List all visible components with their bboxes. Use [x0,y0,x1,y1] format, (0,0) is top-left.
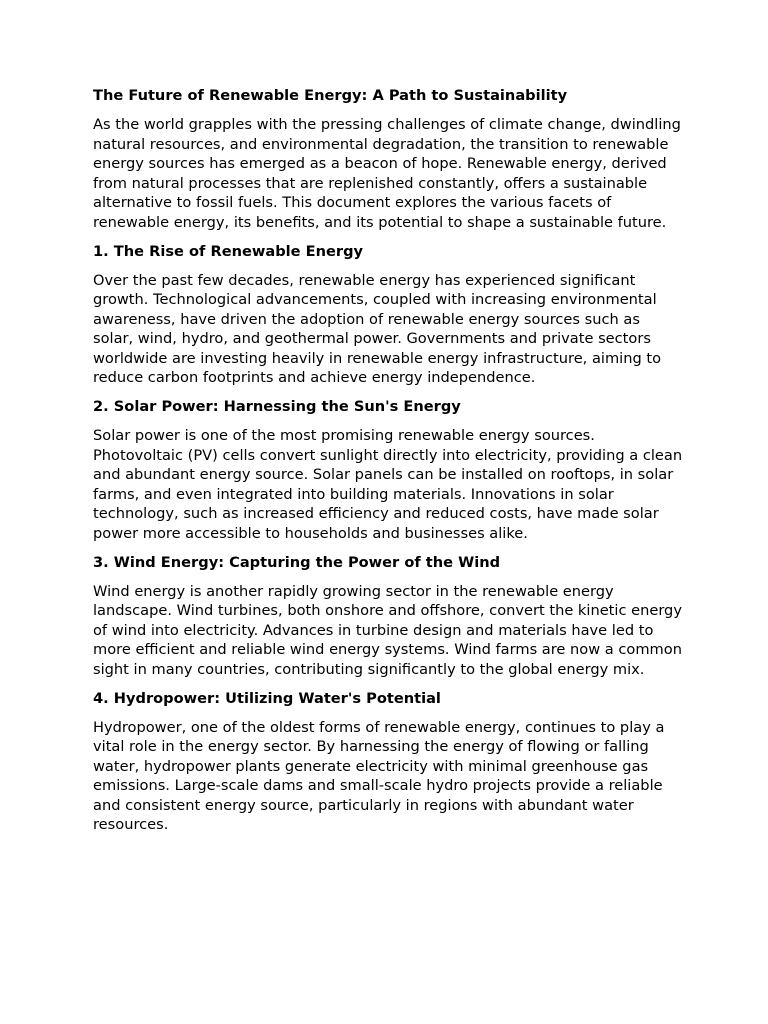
section-heading-hydro: 4. Hydropower: Utilizing Water's Potential [93,689,441,707]
document-title: The Future of Renewable Energy: A Path to Sustainability [93,87,568,104]
section-heading-solar: 2. Solar Power: Harnessing the Sun's Energy [93,398,461,415]
section-heading-rise: 1. The Rise of Renewable Energy [93,242,364,260]
document-body [93,86,683,844]
section-body-wind: Wind energy is another rapidly growing sector in the renewable energy landscape. Wind turbines, both onshore and offshore, convert the kinetic energy of wind into electricity. Advances in turbine design and materials have led to more efficient and reliable wind energy systems. Wind farms are now a common sight in many countries, contributing significantly to the global energy mix. [93,582,682,678]
intro-paragraph: As the world grapples with the pressing challenges of climate change, dwindling natural resources, and environmental degradation, the transition to renewable energy sources has emerged as a beacon of hope. Renewable energy, derived from natural processes that are replenished constantly, offers a sustainable alternative to fossil fuels. This document explores the various facets of renewable energy, its benefits, and its potential to shape a sustainable future. [93,116,681,231]
section-body-solar: Solar power is one of the most promising renewable energy sources. Photovoltaic (PV) cells convert sunlight directly into electricity, providing a clean and abundant energy source. Solar panels can be installed on rooftops, in solar farms, and even integrated into building materials. Innovations in solar technology, such as increased efficiency and reduced costs, have made solar power more accessible to households and businesses alike. [93,427,683,542]
section-body-rise: Over the past few decades, renewable energy has experienced significant growth. Technological advancements, coupled with increasing environmental awareness, have driven the adoption of renewable energy sources such as solar, wind, hydro, and geothermal power. Governments and private sectors worldwide are investing heavily in renewable energy infrastructure, aiming to reduce carbon footprints and achieve energy independence. [93,271,662,386]
section-body-hydro: Hydropower, one of the oldest forms of renewable energy, continues to play a vital role in the energy sector. By harnessing the energy of flowing or falling water, hydropower plants generate electricity with minimal greenhouse gas emissions. Large-scale dams and small-scale hydro projects provide a reliable and consistent energy source, particularly in regions with abundant water resources. [93,718,665,833]
section-heading-wind: 3. Wind Energy: Capturing the Power of the Wind [93,553,501,571]
